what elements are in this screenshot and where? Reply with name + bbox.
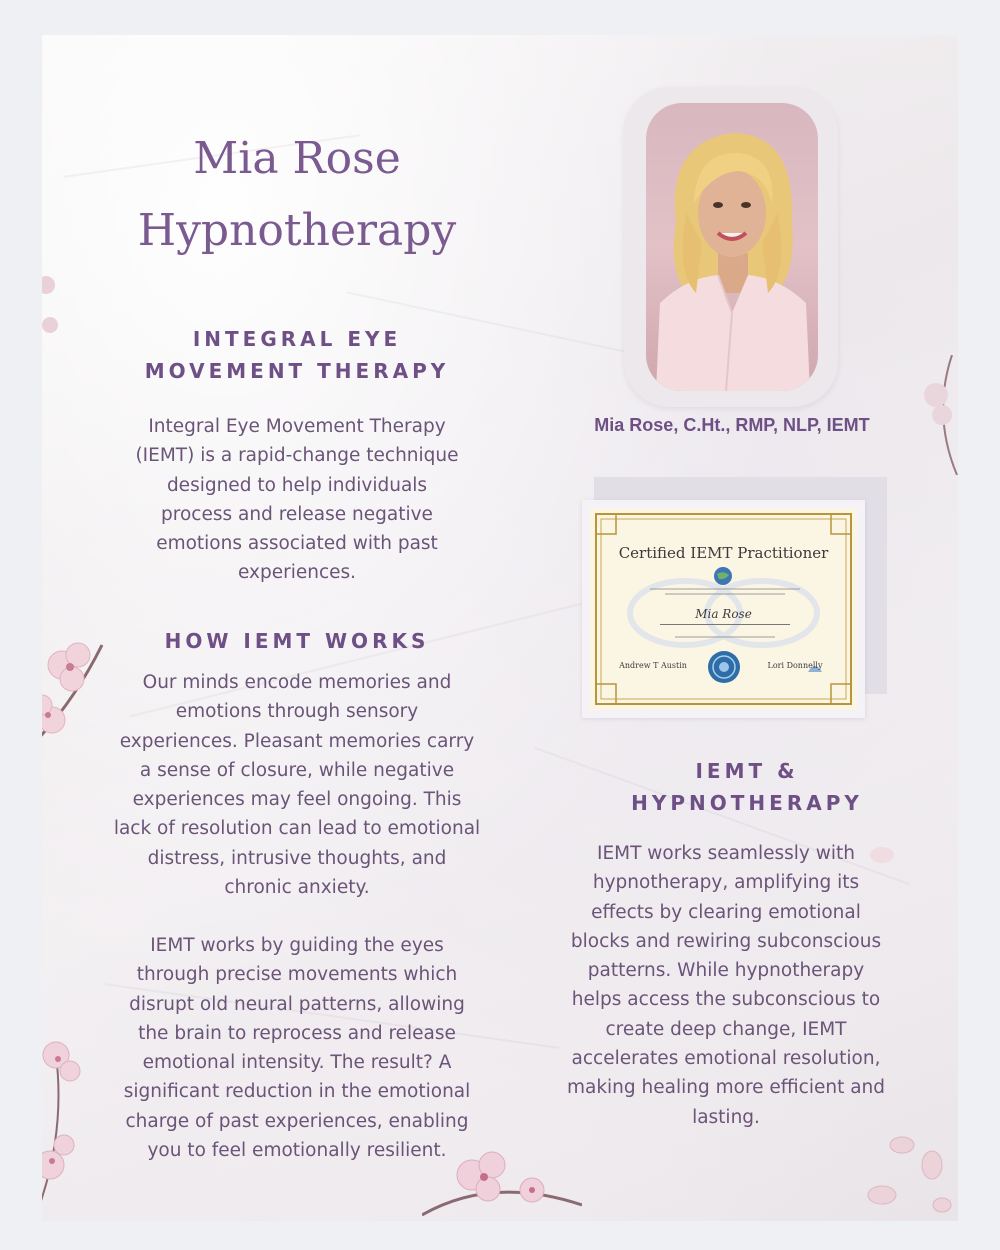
title-line-1: Mia Rose: [193, 133, 401, 184]
cherry-blossom-decoration: [902, 355, 958, 475]
certificate-signer-left: Andrew T Austin: [619, 661, 687, 670]
text-line: experiences may feel ongoing. This: [132, 789, 462, 811]
iemt-heading: [102, 323, 492, 387]
iemt-description: [82, 412, 512, 588]
iemt-hypnotherapy-heading: [562, 755, 932, 819]
how-iemt-heading: [102, 625, 492, 657]
text-line: through precise movements which: [136, 964, 458, 986]
text-line: patterns. While hypnotherapy: [587, 960, 865, 982]
text-line: experiences.: [237, 562, 357, 584]
certificate-name-line: [660, 624, 790, 625]
certificate-frame: [582, 500, 865, 718]
text-line: chronic anxiety.: [224, 877, 370, 899]
certificate-seal-icon: [707, 650, 741, 684]
text-line: disrupt old neural patterns, allowing: [129, 993, 465, 1015]
iemt-hypnotherapy-description: [518, 839, 934, 1132]
text-line: process and release negative: [161, 503, 433, 525]
text-line: hypnotherapy, amplifying its: [592, 872, 860, 894]
text-line: lasting.: [692, 1106, 760, 1128]
heading-line: IEMT &: [695, 759, 799, 783]
certificate-recipient: Mia Rose: [695, 607, 752, 621]
heading-line: HYPNOTHERAPY: [631, 791, 863, 815]
text-line: (IEMT) is a rapid-change technique: [135, 445, 459, 467]
heading-line: HOW IEMT WORKS: [164, 629, 430, 653]
text-line: Our minds encode memories and: [142, 672, 452, 693]
text-line: IEMT works by guiding the eyes: [150, 935, 444, 956]
text-line: IEMT works seamlessly with: [597, 843, 855, 864]
text-line: emotions associated with past: [156, 533, 438, 555]
profile-photo: [646, 103, 818, 391]
text-line: charge of past experiences, enabling: [125, 1110, 469, 1132]
text-line: the brain to reprocess and release: [138, 1022, 456, 1044]
text-line: lack of resolution can lead to emotional: [113, 818, 481, 840]
portrait-illustration: [646, 103, 818, 391]
text-line: a sense of closure, while negative: [139, 759, 455, 781]
text-line: create deep change, IEMT: [605, 1018, 847, 1040]
certificate-signer-right: Lori Donnelly: [767, 661, 823, 670]
flyer-page: [42, 35, 958, 1221]
text-line: blocks and rewiring subconscious: [570, 930, 882, 952]
certificate: [590, 508, 857, 710]
text-line: effects by clearing emotional: [591, 901, 861, 923]
how-iemt-paragraph-2: [72, 931, 522, 1165]
title-line-2: Hypnotherapy: [137, 205, 457, 256]
certificate-fine-print: [675, 636, 775, 638]
text-line: emotions through sensory: [175, 701, 419, 723]
certificate-title: Certified IEMT Practitioner: [618, 544, 829, 562]
certificate-fine-print: [665, 593, 785, 595]
text-line: accelerates emotional resolution,: [571, 1048, 881, 1070]
text-line: Integral Eye Movement Therapy: [148, 416, 446, 437]
certificate-fine-print: [650, 588, 800, 590]
profile-caption: Mia Rose, C.Ht., RMP, NLP, IEMT: [594, 415, 870, 435]
text-line: emotional intensity. The result? A: [142, 1052, 452, 1074]
text-line: helps access the subconscious to: [571, 989, 881, 1011]
text-line: distress, intrusive thoughts, and: [147, 847, 447, 869]
how-iemt-paragraph-1: [72, 668, 522, 902]
heading-line: INTEGRAL EYE: [192, 327, 402, 351]
text-line: experiences. Pleasant memories carry: [119, 730, 475, 752]
text-line: you to feel emotionally resilient.: [147, 1140, 447, 1162]
cherry-blossom-decoration: [42, 265, 76, 345]
text-line: making healing more efficient and: [566, 1077, 886, 1099]
page-title: [82, 123, 512, 267]
heading-line: MOVEMENT THERAPY: [144, 359, 450, 383]
globe-icon: [713, 566, 733, 586]
text-line: designed to help individuals: [166, 474, 428, 496]
text-line: significant reduction in the emotional: [123, 1081, 471, 1103]
profile-photo-frame: [624, 87, 838, 407]
